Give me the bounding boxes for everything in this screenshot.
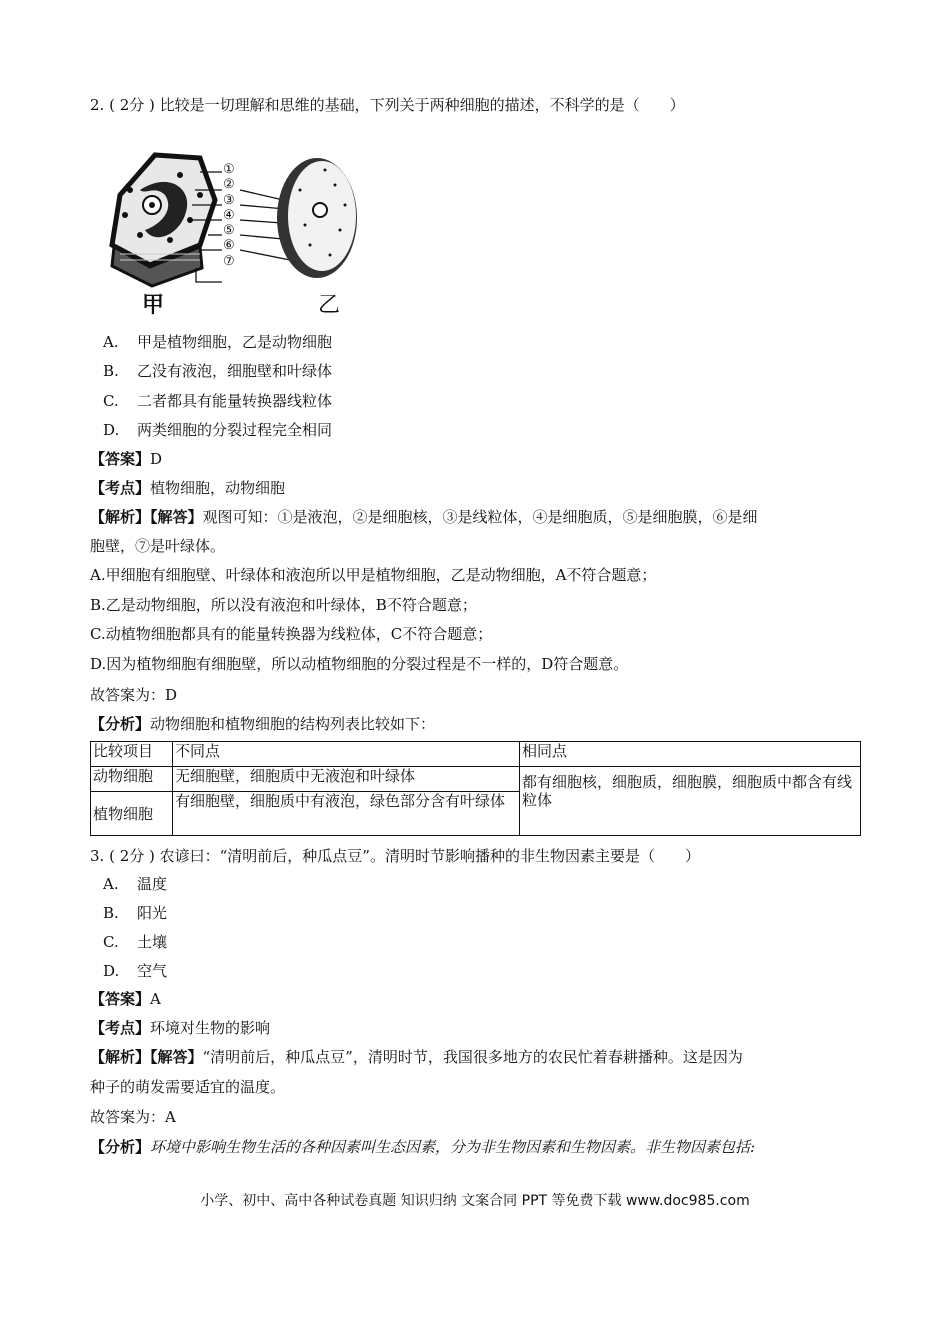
q2-stem: 2. ( 2分 ) 比较是一切理解和思维的基础，下列关于两种细胞的描述，不科学的是（ ） — [90, 96, 685, 114]
q3-stem: 3. ( 2分 ) 农谚曰：“清明前后，种瓜点豆”。清明时节影响播种的非生物因素主要是（ ） — [90, 847, 700, 865]
q3-option-d: D. 空气 — [103, 962, 168, 980]
cell-diagram — [100, 150, 360, 326]
q3-jiexi: 【解析】【解答】“清明前后，种瓜点豆”，清明时节，我国很多地方的农民忙着春耕播种。这是因为 — [90, 1048, 743, 1066]
marker-2: ② — [223, 177, 235, 193]
q3-option-c: C. 土壤 — [103, 933, 168, 951]
q2-option-c: C. 二者都具有能量转换器线粒体 — [103, 392, 333, 410]
table-header: 比较项目 — [91, 742, 173, 767]
q3-answer: 【答案】A — [90, 990, 161, 1008]
table-header: 相同点 — [520, 742, 861, 767]
animal-cell-drawing — [277, 158, 357, 278]
marker-6: ⑥ — [223, 238, 235, 254]
table-cell: 植物细胞 — [91, 792, 173, 836]
marker-column — [223, 162, 235, 269]
q2-final-answer: 故答案为：D — [90, 686, 178, 704]
table-header-row — [91, 742, 861, 767]
q2-option-a: A. 甲是植物细胞，乙是动物细胞 — [103, 333, 333, 351]
q3-kaodian: 【考点】环境对生物的影响 — [90, 1019, 271, 1037]
q3-fenxi: 【分析】环境中影响生物生活的各种因素叫生态因素，分为非生物因素和生物因素。非生物因素包括: — [90, 1138, 756, 1156]
table-row — [91, 767, 861, 792]
marker-4: ④ — [223, 207, 235, 223]
q3-jiexi-cont: 种子的萌发需要适宜的温度。 — [90, 1078, 286, 1096]
table-cell: 有细胞壁，细胞质中有液泡，绿色部分含有叶绿体 — [173, 792, 520, 836]
q2-explain-c: C.动植物细胞都具有的能量转换器为线粒体，C不符合题意； — [90, 625, 493, 643]
q2-answer: 【答案】D — [90, 450, 163, 468]
table-cell: 无细胞壁，细胞质中无液泡和叶绿体 — [173, 767, 520, 792]
page-footer: 小学、初中、高中各种试卷真题 知识归纳 文案合同 PPT 等免费下载 www.doc985.com — [200, 1193, 750, 1209]
q2-jiexi-cont: 胞壁，⑦是叶绿体。 — [90, 537, 226, 555]
q2-fenxi: 【分析】动物细胞和植物细胞的结构列表比较如下： — [90, 715, 436, 733]
q2-kaodian: 【考点】植物细胞，动物细胞 — [90, 479, 286, 497]
q3-option-a: A. 温度 — [103, 875, 168, 893]
table-cell: 动物细胞 — [91, 767, 173, 792]
q3-option-b: B. 阳光 — [103, 904, 168, 922]
marker-7: ⑦ — [223, 253, 235, 269]
label-yi: 乙 — [318, 293, 341, 318]
marker-5: ⑤ — [223, 223, 235, 239]
marker-1: ① — [223, 162, 235, 177]
comparison-table — [90, 741, 861, 836]
label-jia: 甲 — [142, 292, 165, 318]
q2-explain-b: B.乙是动物细胞，所以没有液泡和叶绿体，B不符合题意； — [90, 596, 477, 614]
q2-explain-d: D.因为植物细胞有细胞壁，所以动植物细胞的分裂过程是不一样的，D符合题意。 — [90, 655, 629, 673]
q2-option-d: D. 两类细胞的分裂过程完全相同 — [103, 421, 333, 439]
q2-option-b: B. 乙没有液泡，细胞壁和叶绿体 — [103, 362, 333, 380]
q2-explain-a: A.甲细胞有细胞壁、叶绿体和液泡所以甲是植物细胞，乙是动物细胞，A不符合题意； — [90, 566, 657, 584]
table-header: 不同点 — [173, 742, 520, 767]
q2-jiexi: 【解析】【解答】观图可知：①是液泡，②是细胞核，③是线粒体，④是细胞质，⑤是细胞膜，⑥是细 — [90, 508, 758, 526]
marker-3: ③ — [223, 192, 235, 208]
table-cell: 都有细胞核，细胞质，细胞膜，细胞质中都含有线粒体 — [520, 767, 861, 836]
q3-final-answer: 故答案为：A — [90, 1108, 176, 1126]
